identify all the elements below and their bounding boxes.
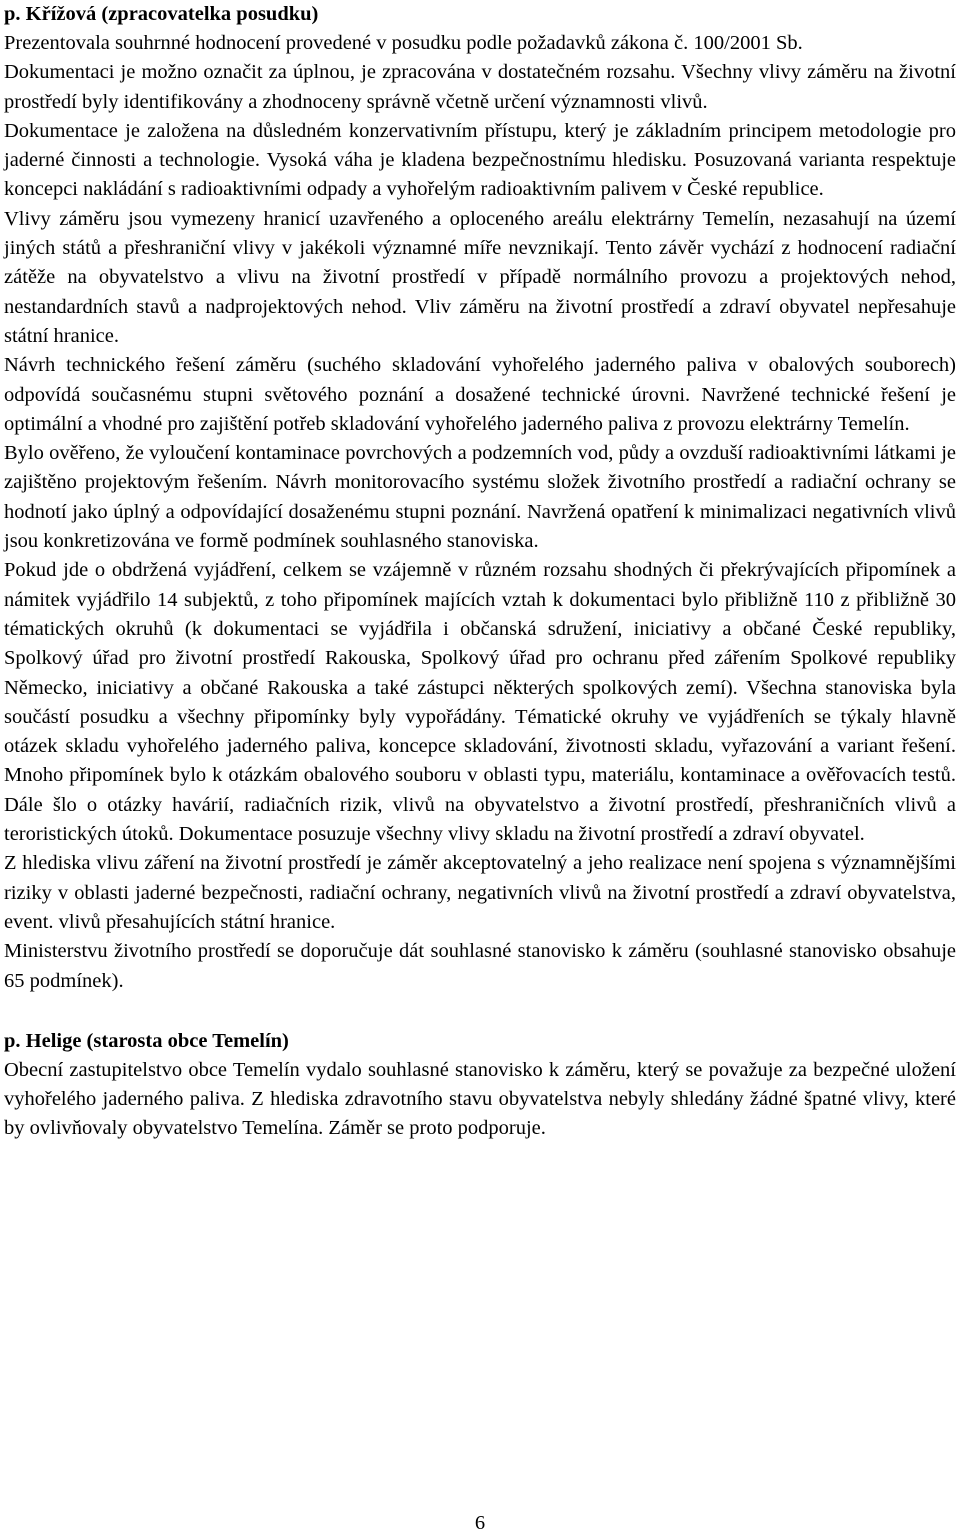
section-heading: p. Helige (starosta obce Temelín) (4, 1029, 289, 1052)
paragraph: Obecní zastupitelstvo obce Temelín vydalo souhlasné stanovisko k záměru, který se považuje za bezpečné uložení vyhořelého jaderného paliva. Z hlediska zdravotního stavu obyvatelstva nebyly shledány žádné špatné vlivy, které by ovlivňovaly obyvatelstvo Temelína. Záměr se proto podporuje. (4, 1058, 956, 1140)
paragraph: Prezentovala souhrnné hodnocení provedené v posudku podle požadavků zákona č. 100/2001 Sb. (4, 32, 803, 54)
document-page (4, 0, 956, 1144)
paragraph: Dokumentace je založena na důsledném konzervativním přístupu, který je základním principem metodologie pro jaderné činnosti a technologie. Vysoká váha je kladena bezpečnostnímu hledisku. Posuzovaná varianta respektuje koncepci nakládání s radioaktivními odpady a vyhořelým radioaktivním palivem v České republice. (4, 119, 956, 201)
paragraph: Dokumentaci je možno označit za úplnou, je zpracována v dostatečném rozsahu. Všechny vlivy záměru na životní prostředí byly identifikovány a zhodnoceny správně včetně určení významnosti vlivů. (4, 61, 956, 113)
paragraph: Vlivy záměru jsou vymezeny hranicí uzavřeného a oploceného areálu elektrárny Temelín, nezasahují na území jiných států a přeshraniční vlivy v jakékoli významné míře nevznikají. Tento závěr vychází z hodnocení radiační zátěže na obyvatelstvo a vlivu na životní prostředí v případě normálního provozu a projektových nehod, nestandardních stavů a nadprojektových nehod. Vliv záměru na životní prostředí a zdraví obyvatel nepřesahuje státní hranice. (4, 207, 956, 347)
paragraph: Návrh technického řešení záměru (suchého skladování vyhořelého jaderného paliva v obalových souborech) odpovídá současnému stupni světového poznání a dosažené technické úrovni. Navržené technické řešení je optimální a vhodné pro zajištění potřeb skladování vyhořelého jaderného paliva z provozu elektrárny Temelín. (4, 354, 956, 435)
paragraph: Bylo ověřeno, že vyloučení kontaminace povrchových a podzemních vod, půdy a ovzduší radioaktivními látkami je zajištěno projektovým řešením. Návrh monitorovacího systému složek životního prostředí a radiační ochrany se hodnotí jako úplný a odpovídající dosaženému stupni poznání. Navržená opatření k minimalizaci negativních vlivů jsou konkretizována ve formě podmínek souhlasného stanoviska. (4, 442, 956, 553)
section-heading: p. Křížová (zpracovatelka posudku) (4, 3, 319, 25)
page-number: 6 (474, 1512, 486, 1534)
section-krizova (4, 0, 956, 996)
paragraph: Ministerstvu životního prostředí se doporučuje dát souhlasné stanovisko k záměru (souhlasné stanovisko obsahuje 65 podmínek). (4, 940, 956, 992)
paragraph: Z hlediska vlivu záření na životní prostředí je záměr akceptovatelný a jeho realizace není spojena s významnějšími riziky v oblasti jaderné bezpečnosti, radiační ochrany, negativních vlivů na životní prostředí a zdraví obyvatelstva, event. vlivů přesahujících státní hranice. (4, 852, 956, 933)
section-helige (4, 1027, 956, 1144)
paragraph: Pokud jde o obdržená vyjádření, celkem se vzájemně v různém rozsahu shodných či překrývajících připomínek a námitek vyjádřilo 14 subjektů, z toho připomínek majících vztah k dokumentaci bylo přibližně 110 z přibližně 30 tématických okruhů (k dokumentaci se vyjádřila i občanská sdružení, iniciativy a občané České republiky, Spolkový úřad pro životní prostředí Rakouska, Spolkový úřad pro ochranu před zářením Spolkové republiky Německo, iniciativy a občané Rakouska a také zástupci některých spolkových zemí). Všechna stanoviska byla součástí posudku a všechny připomínky byly vypořádány. Tématické okruhy ve vyjádřeních se týkaly hlavně otázek skladu vyhořelého jaderného paliva, koncepce skladování, životnosti skladu, vyřazování a variant řešení. Mnoho připomínek bylo k otázkám obalového souboru v oblasti typu, materiálu, kontaminace a ověřovacích testů. Dále šlo o otázky havárií, radiačních rizik, vlivů na obyvatelstvo a životní prostředí, přeshraničních vlivů a teroristických útoků. Dokumentace posuzuje všechny vlivy skladu na životní prostředí a zdraví obyvatel. (4, 559, 956, 846)
